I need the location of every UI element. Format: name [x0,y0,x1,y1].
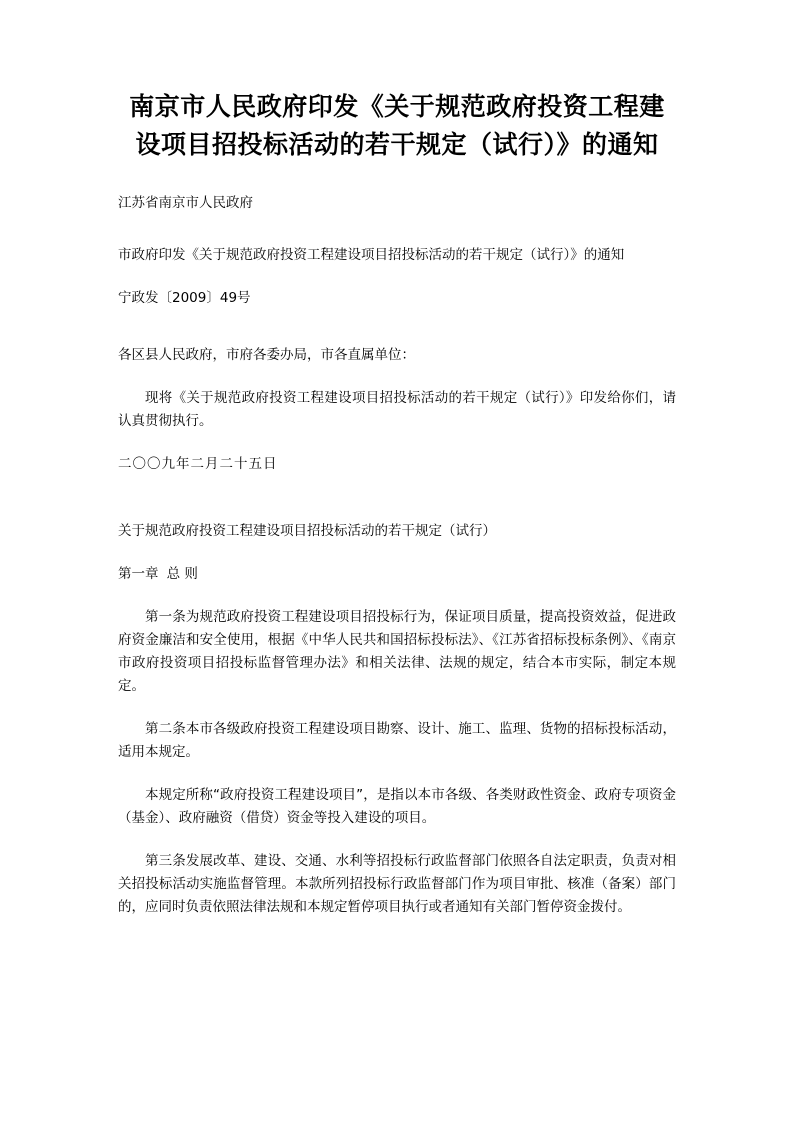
issue-date: 二〇〇九年二月二十五日 [118,456,278,472]
article-text: 本规定所称“政府投资工程建设项目”，是指以本市各级、各类财政性资金、政府专项资金（基金）、政府融资（借贷）资金等投入建设的项目。 [118,787,676,826]
article-item [118,718,676,764]
regulation-title: 关于规范政府投资工程建设项目招投标活动的若干规定（试行） [118,523,496,539]
page-title: 南京市人民政府印发《关于规范政府投资工程建设项目招投标活动的若干规定（试行）》的通知 [129,92,665,159]
article-number: 第一条 [145,609,186,625]
document-number: 宁政发〔2009〕49号 [118,290,251,306]
article-item [118,850,676,919]
article-text: 本市各级政府投资工程建设项目勘察、设计、施工、监理、货物的招标投标活动，适用本规定。 [118,721,677,760]
document-source: 江苏省南京市人民政府 [118,195,253,211]
chapter-label: 第一章 [118,566,159,582]
article-number: 第三条 [145,853,186,869]
subject-line: 市政府印发《关于规范政府投资工程建设项目招投标活动的若干规定（试行）》的通知 [118,247,625,263]
chapter-heading [118,563,676,586]
article-number: 第二条 [145,721,186,737]
recipients-line: 各区县人民政府，市府各委办局，市各直属单位： [118,347,415,363]
article-text: 发展改革、建设、交通、水利等招投标行政监督部门依照各自法定职责，负责对相关招投标活动实施监督管理。本款所列招投标行政监督部门作为项目审批、核准（备案）部门的，应同时负责依照法律法规和本规定暂停项目执行或者通知有关部门暂停资金拨付。 [118,853,677,915]
article-item [118,606,676,698]
article-item [118,784,676,830]
transmittal-paragraph: 现将《关于规范政府投资工程建设项目招投标活动的若干规定（试行）》印发给你们，请认真贯彻执行。 [118,390,676,429]
chapter-name: 总 则 [166,566,198,582]
article-text: 为规范政府投资工程建设项目招投标行为，保证项目质量，提高投资效益，促进政府资金廉洁和安全使用，根据《中华人民共和国招标投标法》、《江苏省招标投标条例》、《南京市政府投资项目招投标监督管理办法》和相关法律、法规的规定，结合本市实际，制定本规定。 [118,609,677,694]
